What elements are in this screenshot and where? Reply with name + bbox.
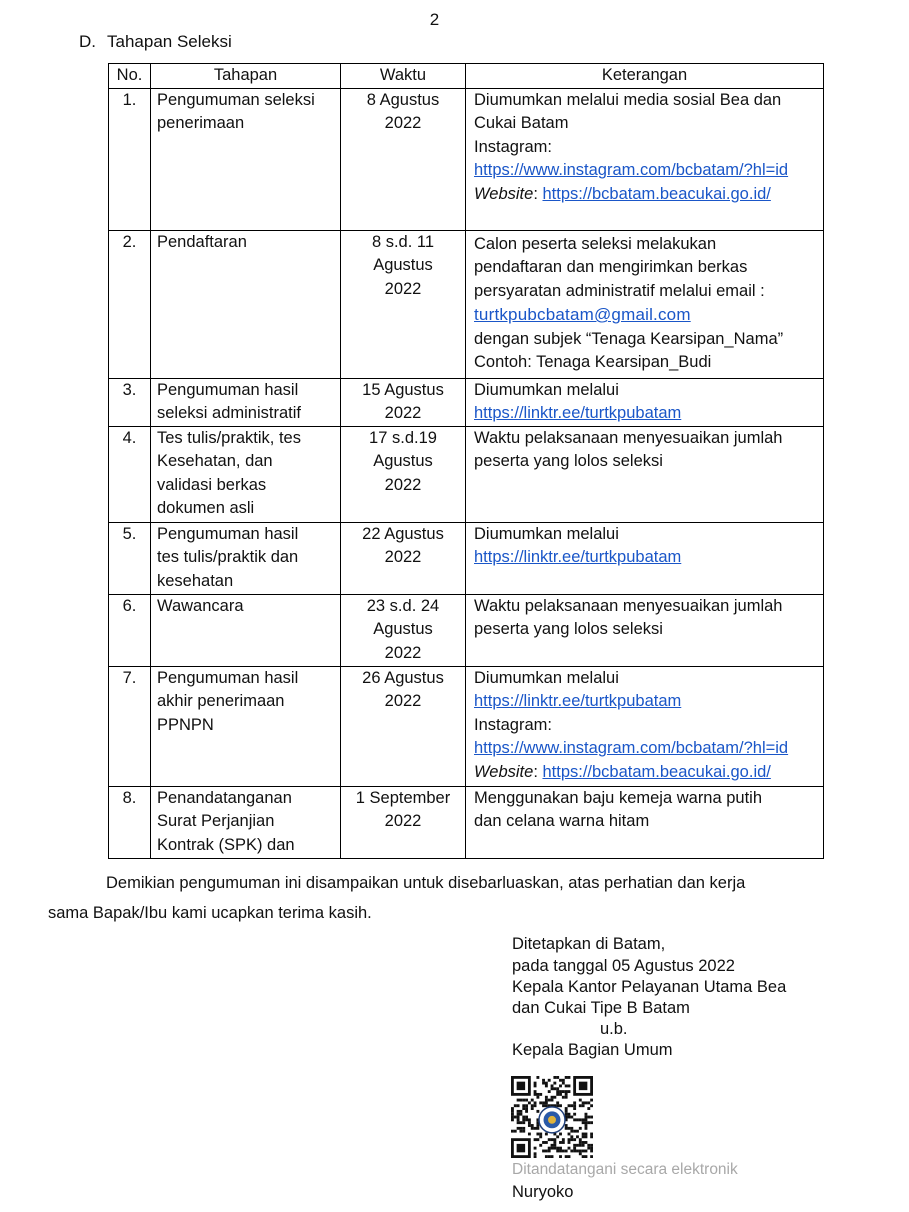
email-link[interactable]: turtkpubcbatam@gmail.com: [474, 305, 691, 324]
row-number: 1.: [109, 88, 151, 230]
signature-office-line-1: Kepala Kantor Pelayanan Utama Bea: [512, 978, 787, 996]
linktree-link[interactable]: https://linktr.ee/turtkpubatam: [474, 548, 682, 566]
row-description: Calon peserta seleksi melakukan pendaftaran dan mengirimkan berkas persyaratan administratif melalui email : turtkpubcbatam@gmail.com dengan subjek “Tenaga Kearsipan_Nama” Contoh: Tenaga Kearsipan_Budi: [466, 230, 824, 378]
signature-office-line-2: dan Cukai Tipe B Batam: [512, 999, 690, 1017]
row-number: 4.: [109, 426, 151, 522]
row-stage: Wawancara: [151, 594, 341, 666]
table-row: [109, 230, 824, 378]
row-time: 1 September 2022: [341, 786, 466, 858]
row-stage: Pengumuman seleksi penerimaan: [151, 88, 341, 230]
website-label: Website: [474, 184, 534, 203]
electronic-signature-note: Ditandatangani secara elektronik: [512, 1161, 738, 1178]
row-stage: Penandatanganan Surat Perjanjian Kontrak (SPK) dan: [151, 786, 341, 858]
row-time: 26 Agustus 2022: [341, 666, 466, 786]
row-stage: Pengumuman hasil akhir penerimaan PPNPN: [151, 666, 341, 786]
instagram-link[interactable]: https://www.instagram.com/bcbatam/?hl=id: [474, 161, 789, 179]
signature-ub: u.b.: [600, 1020, 628, 1038]
table-row: [109, 88, 824, 230]
row-stage: Pengumuman hasil tes tulis/praktik dan kesehatan: [151, 522, 341, 594]
closing-paragraph-line-1: Demikian pengumuman ini disampaikan untuk disebarluaskan, atas perhatian dan kerja: [106, 874, 746, 892]
row-description: Menggunakan baju kemeja warna putih dan celana warna hitam: [466, 786, 824, 858]
row-number: 2.: [109, 230, 151, 378]
row-description: Diumumkan melalui https://linktr.ee/turtkpubatam Instagram: https://www.instagram.com/bcbatam/?hl=id Website: https://bcbatam.beacukai.go.id/: [466, 666, 824, 786]
row-description: Waktu pelaksanaan menyesuaikan jumlah peserta yang lolos seleksi: [466, 594, 824, 666]
row-number: 8.: [109, 786, 151, 858]
row-stage: Pendaftaran: [151, 230, 341, 378]
signature-date: pada tanggal 05 Agustus 2022: [512, 957, 735, 975]
linktree-link[interactable]: https://linktr.ee/turtkpubatam: [474, 404, 682, 422]
signature-position: Kepala Bagian Umum: [512, 1041, 673, 1059]
section-heading: [79, 32, 232, 52]
row-number: 6.: [109, 594, 151, 666]
table-row: [109, 666, 824, 786]
row-number: 7.: [109, 666, 151, 786]
qr-code-signature: [511, 1076, 593, 1158]
signature-place: Ditetapkan di Batam,: [512, 935, 666, 953]
table-row: [109, 522, 824, 594]
website-label: Website: [474, 762, 534, 781]
row-time: 22 Agustus 2022: [341, 522, 466, 594]
table-row: [109, 594, 824, 666]
website-link[interactable]: https://bcbatam.beacukai.go.id/: [542, 184, 771, 203]
section-title: Tahapan Seleksi: [107, 32, 232, 51]
row-time: 8 s.d. 11 Agustus 2022: [341, 230, 466, 378]
header-no: No.: [109, 64, 151, 89]
table-row: [109, 378, 824, 426]
row-time: 23 s.d. 24 Agustus 2022: [341, 594, 466, 666]
header-keterangan: Keterangan: [466, 64, 824, 89]
instagram-link[interactable]: https://www.instagram.com/bcbatam/?hl=id: [474, 739, 789, 757]
row-description: Diumumkan melalui media sosial Bea dan Cukai Batam Instagram: https://www.instagram.com/bcbatam/?hl=id Website: https://bcbatam.beacukai.go.id/: [466, 88, 824, 230]
selection-schedule-table: [108, 63, 824, 859]
closing-paragraph-line-2: sama Bapak/Ibu kami ucapkan terima kasih.: [48, 904, 372, 922]
row-stage: Tes tulis/praktik, tes Kesehatan, dan validasi berkas dokumen asli: [151, 426, 341, 522]
section-letter: D.: [79, 32, 96, 51]
row-time: 8 Agustus 2022: [341, 88, 466, 230]
row-number: 3.: [109, 378, 151, 426]
row-description: Diumumkan melalui https://linktr.ee/turtkpubatam: [466, 378, 824, 426]
row-time: 17 s.d.19 Agustus 2022: [341, 426, 466, 522]
header-tahapan: Tahapan: [151, 64, 341, 89]
table-header-row: [109, 64, 824, 89]
header-waktu: Waktu: [341, 64, 466, 89]
table-row: [109, 426, 824, 522]
linktree-link[interactable]: https://linktr.ee/turtkpubatam: [474, 692, 682, 710]
row-time: 15 Agustus 2022: [341, 378, 466, 426]
row-description: Diumumkan melalui https://linktr.ee/turtkpubatam: [466, 522, 824, 594]
row-number: 5.: [109, 522, 151, 594]
website-link[interactable]: https://bcbatam.beacukai.go.id/: [542, 762, 771, 781]
table-row: [109, 786, 824, 858]
row-description: Waktu pelaksanaan menyesuaikan jumlah peserta yang lolos seleksi: [466, 426, 824, 522]
page-number: 2: [429, 10, 440, 29]
row-stage: Pengumuman hasil seleksi administratif: [151, 378, 341, 426]
signatory-name: Nuryoko: [512, 1183, 574, 1201]
